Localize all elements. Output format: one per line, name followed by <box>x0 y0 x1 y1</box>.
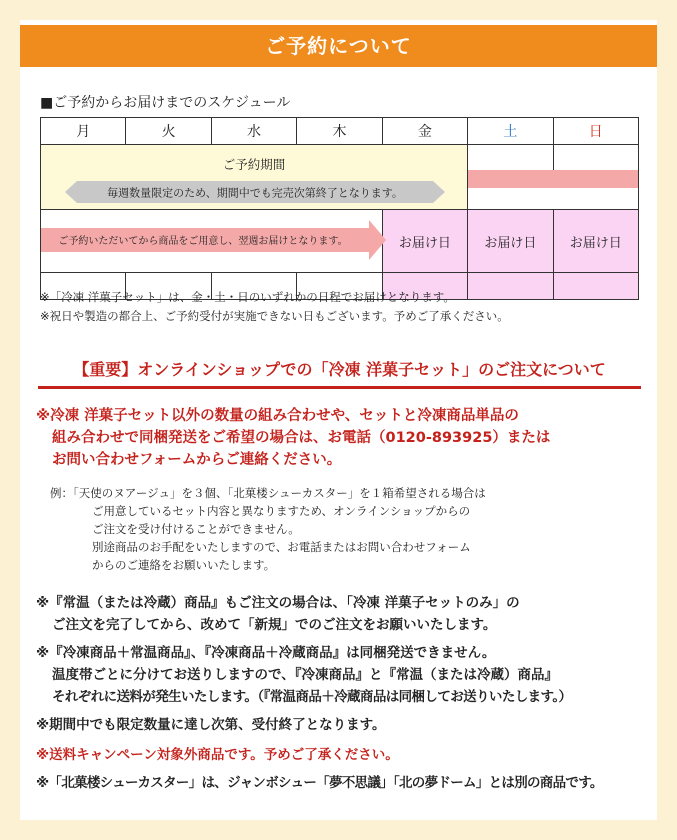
day-mon: 月 <box>41 118 126 145</box>
day-wed: 水 <box>211 118 296 145</box>
delivery-sun: お届け日 <box>553 210 638 273</box>
delivery-fri: お届け日 <box>382 210 467 273</box>
item1-line: ※『常温（または冷蔵）商品』もご注文の場合は、「冷凍 洋菓子セットのみ」の <box>36 595 520 611</box>
example-line: ご注文を受け付けることができません。 <box>92 522 300 536</box>
example-line: ご用意しているセット内容と異なりますため、オンラインショップからの <box>92 504 471 518</box>
example-line: からのご連絡をお願いいたします。 <box>92 558 276 572</box>
note-item-4: ※送料キャンペーン対象外商品です。予めご了承ください。 <box>36 747 399 763</box>
note-item-5: ※「北菓楼シューカスター」は、ジャンボシュー「夢不思議」「北の夢ドーム」とは別の商品です。 <box>36 775 603 791</box>
item1-line: ご注文を完了してから、改めて「新規」でのご注文をお願いいたします。 <box>52 617 497 633</box>
period-label: ご予約期間 <box>222 157 286 172</box>
red-line: お問い合わせフォームからご連絡ください。 <box>52 452 342 468</box>
example-line: 別途商品のお手配をいたしますので、お電話またはお問い合わせフォーム <box>92 540 471 554</box>
note-line: ※祝日や製造の都合上、ご予約受付が実施できない日もございます。予めご了承ください。 <box>40 309 509 323</box>
prep-note: ご予約いただいてから商品をご用意し、翌週お届けとなります。 <box>58 236 348 247</box>
reservation-period-cell <box>41 145 468 210</box>
period-arrow <box>65 181 445 203</box>
day-sat: 土 <box>468 118 553 145</box>
empty-sun <box>553 273 638 300</box>
important-title: 【重要】オンラインショップでの「冷凍 洋菓子セット」のご注文について <box>73 360 606 379</box>
pink-bar-cell <box>468 170 639 210</box>
schedule-calendar <box>40 117 639 300</box>
note-item-1 <box>36 592 651 636</box>
day-tue: 火 <box>126 118 211 145</box>
pink-bar <box>468 170 638 188</box>
divider <box>38 386 641 389</box>
note-item-2 <box>36 642 651 708</box>
item2-line: ※『冷凍商品＋常温商品』、『冷凍商品＋冷蔵商品』は同梱発送できません。 <box>36 645 496 661</box>
day-thu: 木 <box>297 118 382 145</box>
item2-line: それぞれに送料が発生いたします。（『常温商品＋冷蔵商品は同梱してお送りいたします。） <box>52 689 572 705</box>
red-line: ※冷凍 洋菓子セット以外の数量の組み合わせや、セットと冷凍商品単品の <box>36 408 519 424</box>
period-note: 毎週数量限定のため、期間中でも完売次第終了となります。 <box>107 186 403 200</box>
important-red-notice <box>36 405 646 471</box>
schedule-notes <box>40 288 509 326</box>
day-fri: 金 <box>382 118 467 145</box>
note-line: ※「冷凍 洋菓子セット」は、金・土・日のいずれかの日程でお届けとなります。 <box>40 290 455 304</box>
red-line: 組み合わせで同梱発送をご希望の場合は、お電話（0120-893925）または <box>52 430 551 446</box>
note-item-3: ※期間中でも限定数量に達し次第、受付終了となります。 <box>36 717 386 733</box>
delivery-sat: お届け日 <box>468 210 553 273</box>
banner-title: ご予約について <box>265 34 412 58</box>
example-line: 例：「天使のヌアージュ」を３個、「北菓楼シューカスター」を１箱希望される場合は <box>50 486 486 500</box>
day-sun: 日 <box>553 118 638 145</box>
preparation-arrow <box>41 220 386 260</box>
banner <box>20 25 657 67</box>
item2-line: 温度帯ごとに分けてお送りしますので、『冷凍商品』と『常温（または冷蔵）商品』 <box>52 667 558 683</box>
reservation-card <box>20 20 657 820</box>
sat-empty-top <box>468 145 553 170</box>
example-block <box>50 484 486 574</box>
sun-empty-top <box>553 145 638 170</box>
schedule-title: ■ご予約からお届けまでのスケジュール <box>40 95 291 111</box>
preparation-cell <box>41 210 383 273</box>
